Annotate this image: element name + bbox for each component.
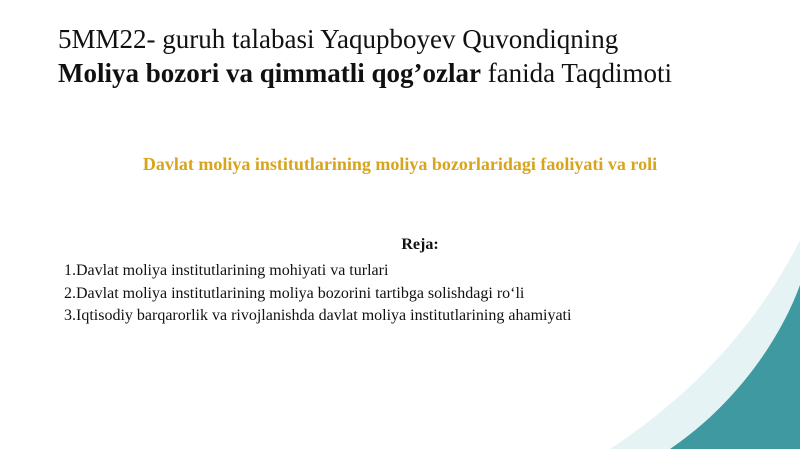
plan-heading: Reja:: [401, 236, 439, 253]
title-line-1: 5MM22- guruh talabasi Yaqupboyev Quvondiqning: [58, 24, 619, 54]
slide-subtitle: Davlat moliya institutlarining moliya bozorlaridagi faoliyati va roli: [142, 154, 658, 174]
plan-list: [64, 260, 571, 328]
slide-title: [58, 22, 778, 90]
title-course-name: Moliya bozori va qimmatli qog’ozlar: [58, 58, 481, 88]
plan-item: 1.Davlat moliya institutlarining mohiyati va turlari: [64, 262, 389, 279]
plan-item: 2.Davlat moliya institutlarining moliya bozorini tartibga solishdagi ro‘li: [64, 284, 525, 302]
title-suffix: fanida Taqdimoti: [480, 58, 673, 88]
title-line-2: [58, 56, 778, 90]
plan-item: 3.Iqtisodiy barqarorlik va rivojlanishda davlat moliya institutlarining ahamiyati: [64, 307, 572, 324]
